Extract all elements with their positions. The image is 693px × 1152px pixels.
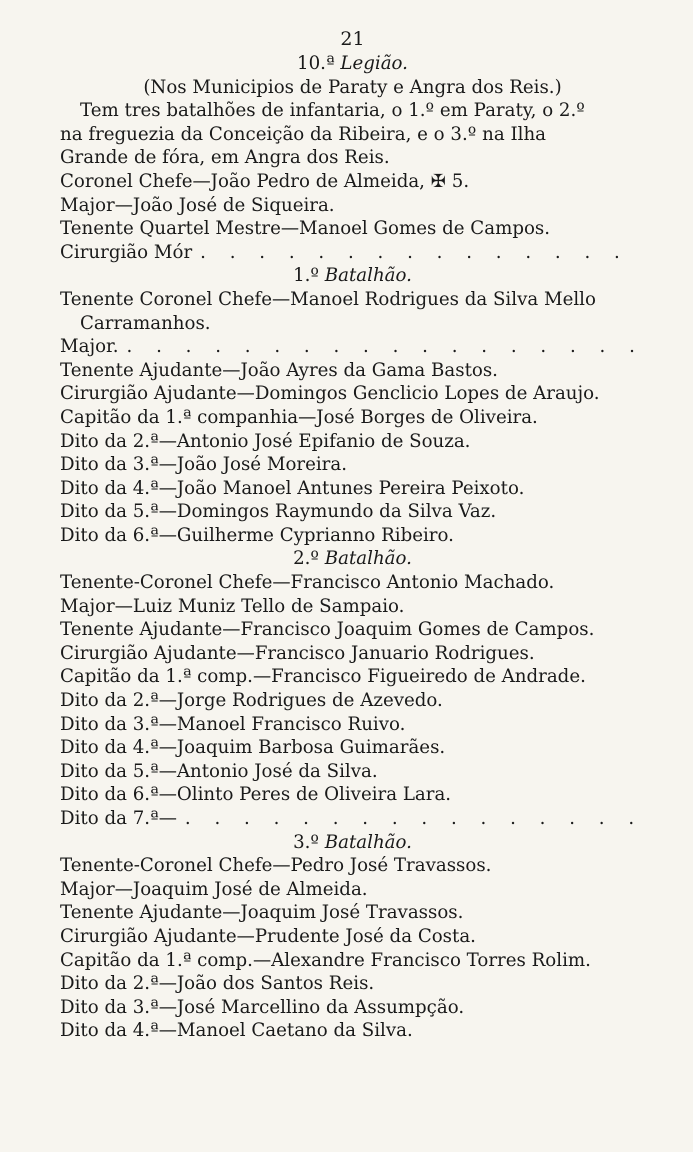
roster-line: [60, 713, 645, 737]
roster-line: [60, 430, 645, 454]
roster-text: Major—Joaquim José de Almeida.: [60, 878, 368, 900]
page-number: 21: [340, 28, 365, 50]
roster-text: Dito da 3.ª—João José Moreira.: [60, 454, 347, 476]
roster-text: Tenente-Coronel Chefe—Francisco Antonio Machado.: [60, 572, 555, 594]
legion-description-line: Grande de fóra, em Angra dos Reis.: [60, 147, 390, 169]
roster-line: [60, 949, 645, 973]
roster-text: Dito da 3.ª—Manoel Francisco Ruivo.: [60, 713, 406, 735]
roster-text: Capitão da 1.ª comp.—Alexandre Francisco Torres Rolim.: [60, 949, 591, 971]
roster-text: Dito da 2.ª—Jorge Rodrigues de Azevedo.: [60, 690, 443, 712]
roster-line: [60, 335, 645, 359]
roster-text: Dito da 5.ª—Antonio José da Silva.: [60, 760, 378, 782]
battalion-heading: [60, 547, 645, 571]
roster-text: Capitão da 1.ª companhia—José Borges de Oliveira.: [60, 406, 538, 428]
roster-text: Dito da 2.ª—João dos Santos Reis.: [60, 973, 375, 995]
leader-dots: [127, 335, 645, 359]
roster-line: [60, 996, 645, 1020]
roster-line: [60, 406, 645, 430]
roster-text: Dito da 3.ª—José Marcellino da Assumpção.: [60, 996, 465, 1018]
roster-line: [60, 689, 645, 713]
roster-line: [60, 595, 645, 619]
leader-dots: [200, 241, 645, 265]
roster-line: [60, 760, 645, 784]
roster-line: [60, 453, 645, 477]
battalion-number: 1.º: [293, 265, 319, 287]
battalion-title: Batalhão.: [324, 831, 412, 853]
roster-line: [60, 642, 645, 666]
roster-text: Dito da 4.ª—Manoel Caetano da Silva.: [60, 1020, 413, 1042]
roster-line: [60, 524, 645, 548]
roster-line: [60, 288, 645, 312]
roster-line: [60, 1019, 645, 1043]
roster-text: Tenente Ajudante—Joaquim José Travassos.: [60, 902, 464, 924]
roster-text: Dito da 4.ª—Joaquim Barbosa Guimarães.: [60, 737, 446, 759]
battalion-number: 3.º: [293, 831, 319, 853]
roster-line: [60, 359, 645, 383]
roster-text: Tenente Coronel Chefe—Manoel Rodrigues da Silva Mello: [60, 288, 596, 310]
legion-subtitle: (Nos Municipios de Paraty e Angra dos Reis.): [143, 76, 562, 98]
roster-line: [60, 571, 645, 595]
roster-line: [60, 901, 645, 925]
roster-line: [60, 477, 645, 501]
battalion-number: 2.º: [293, 548, 319, 570]
roster-text: Capitão da 1.ª comp.—Francisco Figueiredo de Andrade.: [60, 666, 586, 688]
leader-dots: [185, 807, 645, 831]
legion-description-line: na freguezia da Conceição da Ribeira, e o 3.º na Ilha: [60, 123, 547, 145]
roster-text: Major—Luiz Muniz Tello de Sampaio.: [60, 595, 405, 617]
staff-line: Major—João José de Siqueira.: [60, 194, 335, 216]
roster-line: [60, 925, 645, 949]
battalion-heading: [60, 831, 645, 855]
staff-line-label: Cirurgião Mór: [60, 241, 193, 263]
roster-line: [60, 618, 645, 642]
staff-line: Coronel Chefe—João Pedro de Almeida, ✠ 5.: [60, 170, 470, 192]
battalion-title: Batalhão.: [324, 548, 412, 570]
battalion-title: Batalhão.: [324, 265, 412, 287]
legion-heading: [60, 52, 645, 76]
battalion-heading: [60, 264, 645, 288]
roster-text: Cirurgião Ajudante—Francisco Januario Rodrigues.: [60, 642, 535, 664]
roster-text: Major.: [60, 336, 119, 358]
staff-line: Tenente Quartel Mestre—Manoel Gomes de Campos.: [60, 218, 551, 240]
staff-line-vacant: [60, 241, 645, 265]
roster-text: Dito da 4.ª—João Manoel Antunes Pereira Peixoto.: [60, 477, 525, 499]
legion-title: Legião.: [340, 53, 408, 74]
roster-line: [60, 878, 645, 902]
roster-text: Tenente-Coronel Chefe—Pedro José Travassos.: [60, 855, 492, 877]
roster-text: Dito da 2.ª—Antonio José Epifanio de Souza.: [60, 430, 471, 452]
roster-text: Dito da 6.ª—Olinto Peres de Oliveira Lara.: [60, 784, 452, 806]
roster-line: [60, 972, 645, 996]
roster-line-continuation: Carramanhos.: [80, 312, 211, 334]
roster-line: [60, 382, 645, 406]
roster-text: Dito da 7.ª—: [60, 808, 177, 829]
roster-line: [60, 854, 645, 878]
roster-line: [60, 736, 645, 760]
roster-text: Tenente Ajudante—João Ayres da Gama Bastos.: [60, 359, 498, 381]
roster-line: [60, 665, 645, 689]
roster-text: Cirurgião Ajudante—Prudente José da Costa.: [60, 925, 476, 947]
roster-text: Dito da 5.ª—Domingos Raymundo da Silva Vaz.: [60, 501, 497, 523]
roster-line: [60, 783, 645, 807]
legion-number: 10.ª: [297, 53, 335, 74]
roster-line: [60, 500, 645, 524]
roster-text: Tenente Ajudante—Francisco Joaquim Gomes de Campos.: [60, 619, 595, 641]
roster-line: [60, 807, 645, 831]
roster-text: Cirurgião Ajudante—Domingos Genclicio Lopes de Araujo.: [60, 383, 600, 405]
roster-text: Dito da 6.ª—Guilherme Cyprianno Ribeiro.: [60, 524, 454, 546]
legion-description-line: Tem tres batalhões de infantaria, o 1.º em Paraty, o 2.º: [80, 100, 585, 122]
battalions-section: [60, 264, 645, 1043]
